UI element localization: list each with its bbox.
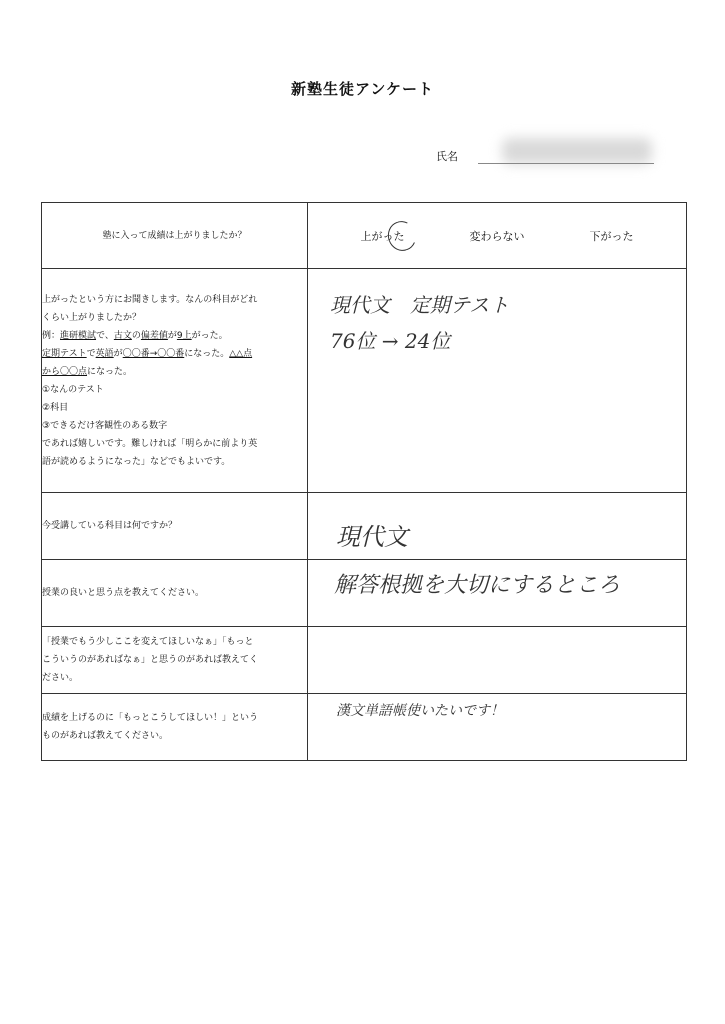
q2-example-3 [42, 363, 307, 381]
redacted-name [502, 138, 652, 164]
q5-answer-cell [308, 627, 687, 694]
example-text: が [113, 348, 123, 359]
example-text: から〇〇点 [42, 366, 88, 377]
q5-question [42, 627, 308, 694]
q1-question: 塾に入って成績は上がりましたか？ [42, 203, 308, 269]
q2-line: 語が読めるようになった」などでもよいです。 [42, 456, 231, 467]
q5-line: ださい。 [42, 673, 79, 683]
q6-line: ものがあれば教えてください。 [42, 731, 169, 741]
example-text: 進研模試 [60, 330, 97, 341]
example-text: の [131, 330, 141, 341]
example-text: で、 [96, 330, 114, 341]
example-text: 〇〇番→〇〇番 [122, 348, 185, 359]
q3-question: 今受講している科目は何ですか？ [42, 493, 308, 560]
survey-table [41, 202, 687, 761]
row-q5 [42, 627, 687, 694]
name-underline [478, 163, 654, 164]
q4-answer: 解答根拠を大切にするところ [334, 573, 621, 598]
example-text: で [86, 348, 96, 359]
option-up: 上がった [360, 229, 405, 243]
example-text: 古文 [113, 330, 132, 341]
q2-item: ③できるだけ客観性のある数字 [42, 420, 168, 431]
q6-line: 成績を上げるのに「もっとこうしてほしい！」という [42, 713, 259, 723]
q6-answer-cell [308, 694, 687, 761]
q4-answer-cell [308, 560, 687, 627]
q3-answer: 現代文 [336, 523, 408, 551]
option-down: 下がった [589, 229, 634, 243]
q2-line: であれば嬉しいです。難しければ「明らかに前より英 [42, 438, 258, 449]
q4-question: 授業の良いと思う点を教えてください。 [42, 560, 308, 627]
page-title: 新塾生徒アンケート [290, 80, 435, 98]
example-text: 英語 [95, 348, 114, 359]
example-text: になった。 [87, 366, 133, 377]
q2-answer-line2: 76位 → 24位 [330, 329, 451, 353]
q2-example [42, 327, 307, 345]
example-text: 定期テスト [42, 348, 87, 359]
example-text: 偏差値 [140, 330, 168, 341]
example-prefix: 例： [42, 330, 61, 341]
q2-answer-line1: 現代文 定期テスト [330, 293, 510, 317]
q2-item: ②科目 [42, 402, 69, 413]
q6-question [42, 694, 308, 761]
q2-answer-cell [308, 269, 687, 493]
q1-answer-cell [308, 203, 687, 269]
selection-circle [384, 217, 421, 255]
example-text: △△点 [229, 348, 253, 359]
example-text: になった。 [184, 348, 230, 359]
q2-item: ①なんのテスト [42, 384, 104, 395]
row-q6 [42, 694, 687, 761]
row-q4 [42, 560, 687, 627]
q2-example-2 [42, 345, 307, 363]
q2-question [42, 269, 308, 493]
row-q2 [42, 269, 687, 493]
q2-line: 上がったという方にお聞きします。なんの科目がどれ [42, 294, 258, 305]
q3-answer-cell [308, 493, 687, 560]
option-same: 変わらない [469, 229, 525, 243]
q6-answer: 漢文単語帳使いたいです！ [336, 703, 504, 719]
row-q3 [42, 493, 687, 560]
name-label: 氏名 [436, 150, 458, 163]
q2-line: くらい上がりましたか？ [42, 312, 142, 323]
example-text: がった。 [191, 330, 228, 341]
row-q1 [42, 203, 687, 269]
q1-options [308, 228, 686, 244]
q5-line: こういうのがあればなぁ」と思うのがあれば教えてく [42, 655, 259, 665]
example-text: 9上 [176, 330, 192, 341]
example-text: が [167, 330, 177, 341]
q5-line: 「授業でもう少しここを変えてほしいなぁ」「もっと [42, 637, 254, 647]
